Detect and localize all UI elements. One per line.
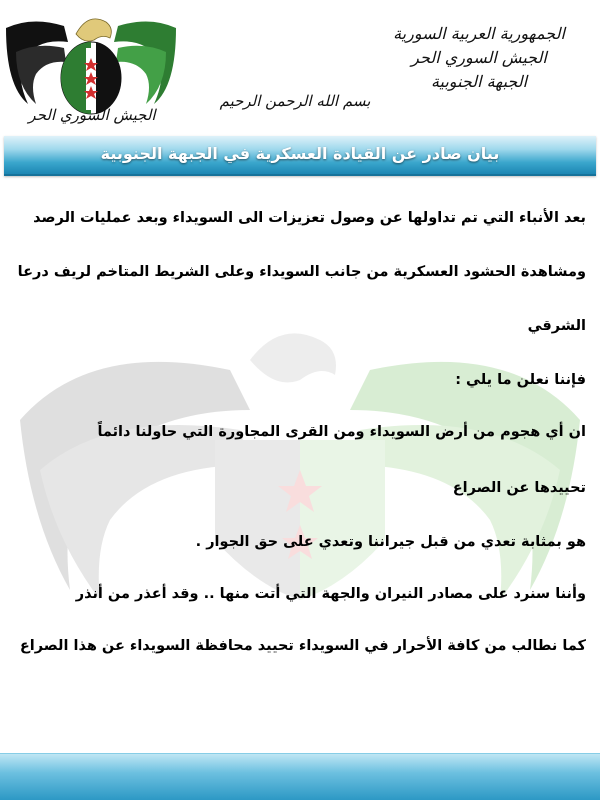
body-line-3: الشرقي xyxy=(527,318,586,334)
footer-bar xyxy=(0,753,600,800)
body-line-9: كما نطالب من كافة الأحرار في السويداء تحييد محافظة السويداء عن هذا الصراع xyxy=(19,638,586,654)
body-line-5: ان أي هجوم من أرض السويداء ومن القرى المجاورة التي حاولنا دائماً xyxy=(97,424,586,440)
body-line-8: وأننا سنرد على مصادر النيران والجهة التي أتت منها .. وقد أعذر من أنذر xyxy=(75,586,586,602)
body-line-1: بعد الأنباء التي تم تداولها عن وصول تعزيزات الى السويداء وبعد عمليات الرصد xyxy=(33,210,586,226)
body-line-2: ومشاهدة الحشود العسكرية من جانب السويداء وعلى الشريط المتاخم لريف درعا xyxy=(17,264,586,280)
issuer-line-country: الجمهورية العربية السورية xyxy=(393,24,565,43)
body-line-6: تحييدها عن الصراع xyxy=(452,480,586,496)
body-line-7: هو بمثابة تعدي من قبل جيراننا وتعدي على حق الجوار . xyxy=(195,534,586,550)
body-line-4: فإننا نعلن ما يلي : xyxy=(455,372,586,388)
statement-title: بيان صادر عن القيادة العسكرية في الجبهة الجنوبية xyxy=(100,144,500,163)
basmala: بسم الله الرحمن الرحيم xyxy=(219,92,371,110)
issuer-line-front: الجبهة الجنوبية xyxy=(430,72,528,91)
issuer-line-army: الجيش السوري الحر xyxy=(411,48,547,67)
title-bar xyxy=(4,136,596,176)
logo-caption: الجيش السوري الحر xyxy=(28,106,156,124)
issuer-heading xyxy=(364,22,594,94)
